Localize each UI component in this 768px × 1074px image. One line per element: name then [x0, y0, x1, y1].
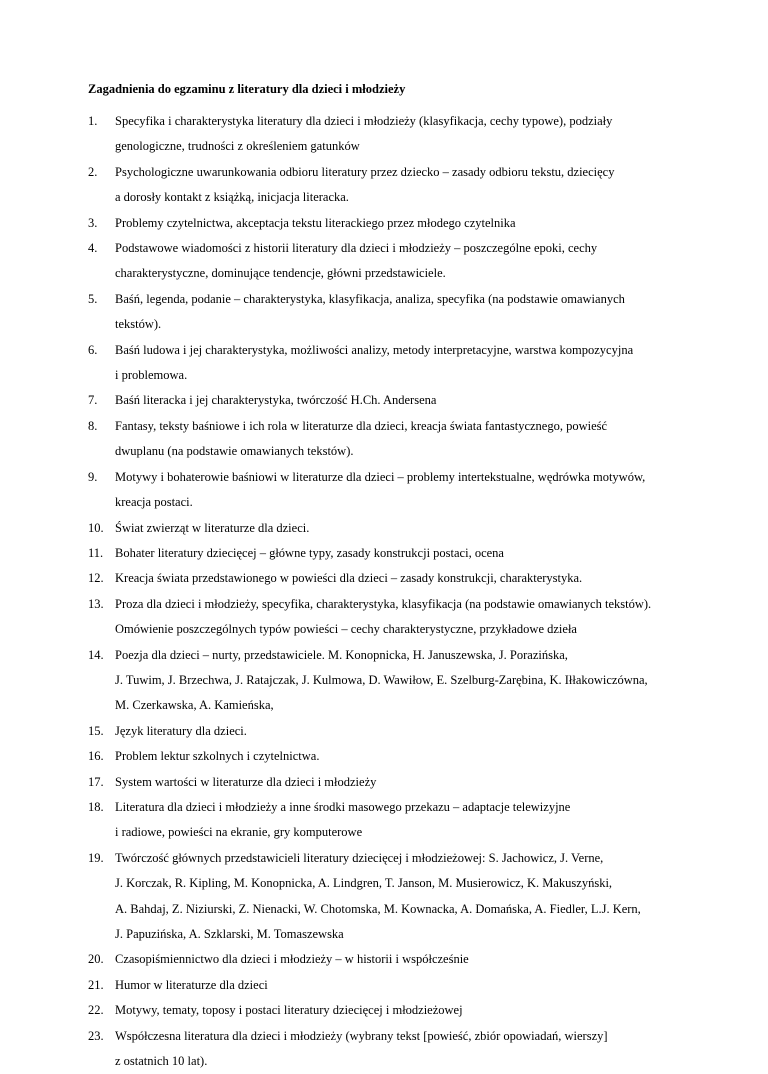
- list-item-text-line: Humor w literaturze dla dzieci: [115, 977, 268, 992]
- list-item: [88, 414, 708, 465]
- list-item-text-line: Problemy czytelnictwa, akceptacja tekstu literackiego przez młodego czytelnika: [115, 215, 516, 230]
- list-item-text-line: a dorosły kontakt z książką, inicjacja literacka.: [115, 190, 349, 205]
- list-item-text-line: tekstów).: [115, 317, 162, 332]
- list-item: [88, 160, 708, 211]
- list-item: [88, 719, 708, 744]
- list-item-text-line: Literatura dla dzieci i młodzieży a inne środki masowego przekazu – adaptacje telewizyjne: [115, 799, 571, 814]
- list-item-text-line: Twórczość głównych przedstawicieli literatury dziecięcej i młodzieżowej: S. Jachowicz, J. Verne,: [115, 850, 604, 865]
- list-item-number: 13.: [88, 596, 104, 611]
- list-item-text-line: J. Papuzińska, A. Szklarski, M. Tomaszewska: [115, 927, 344, 941]
- list-item-text-line: Świat zwierząt w literaturze dla dzieci.: [115, 520, 310, 535]
- list-item-number: 20.: [88, 952, 104, 967]
- list-item-text-line: J. Tuwim, J. Brzechwa, J. Ratajczak, J. Kulmowa, D. Wawiłow, E. Szelburg-Zarębina, K. Iłłakowiczówna,: [115, 672, 648, 687]
- list-item-text-line: Proza dla dzieci i młodzieży, specyfika, charakterystyka, klasyfikacja (na podstawie omawianych tekstów).: [115, 596, 652, 611]
- list-item-number: 23.: [88, 1028, 104, 1043]
- list-item: [88, 338, 708, 389]
- list-item-number: 8.: [88, 418, 98, 433]
- list-item-text-line: z ostatnich 10 lat).: [115, 1054, 208, 1069]
- list-item-text-line: Język literatury dla dzieci.: [115, 723, 247, 738]
- list-item-text-line: charakterystyczne, dominujące tendencje, główni przedstawiciele.: [115, 266, 446, 281]
- list-item-text-line: Psychologiczne uwarunkowania odbioru literatury przez dziecko – zasady odbioru tekstu, dziecięcy: [115, 164, 615, 179]
- list-item: [88, 795, 708, 846]
- list-item: [88, 592, 708, 643]
- list-item-text-line: Fantasy, teksty baśniowe i ich rola w literaturze dla dzieci, kreacja świata fantastycznego, powieść: [115, 418, 608, 433]
- list-item-text-line: Baśń literacka i jej charakterystyka, twórczość H.Ch. Andersena: [115, 393, 437, 408]
- list-item: [88, 211, 708, 236]
- list-item: [88, 744, 708, 769]
- list-item: [88, 643, 708, 719]
- list-item-text-line: Baśń ludowa i jej charakterystyka, możliwości analizy, metody interpretacyjne, warstwa kompozycyjna: [115, 342, 634, 357]
- topic-list: [88, 109, 708, 1074]
- list-item: [88, 516, 708, 541]
- list-item-number: 5.: [88, 291, 98, 306]
- list-item-number: 6.: [88, 342, 98, 357]
- list-item-number: 12.: [88, 571, 104, 586]
- list-item-text-line: Motywy, tematy, toposy i postaci literatury dziecięcej i młodzieżowej: [115, 1003, 463, 1018]
- list-item-text-line: Współczesna literatura dla dzieci i młodzieży (wybrany tekst [powieść, zbiór opowiadań, wierszy]: [115, 1028, 608, 1043]
- list-item-number: 14.: [88, 647, 104, 662]
- list-item-number: 22.: [88, 1003, 104, 1018]
- list-item-text-line: Bohater literatury dziecięcej – główne typy, zasady konstrukcji postaci, ocena: [115, 545, 504, 560]
- list-item: [88, 541, 708, 566]
- list-item-number: 3.: [88, 215, 98, 230]
- list-item: [88, 287, 708, 338]
- list-item-text-line: Omówienie poszczególnych typów powieści – cechy charakterystyczne, przykładowe dzieła: [115, 622, 577, 637]
- list-item-number: 11.: [88, 545, 104, 560]
- list-item-text-line: kreacja postaci.: [115, 495, 193, 510]
- list-item: [88, 947, 708, 972]
- list-item-text-line: Podstawowe wiadomości z historii literatury dla dzieci i młodzieży – poszczególne epoki, cechy: [115, 241, 598, 256]
- list-item-text-line: i radiowe, powieści na ekranie, gry komputerowe: [115, 825, 363, 840]
- list-item: [88, 388, 708, 413]
- list-item-text-line: Kreacja świata przedstawionego w powieści dla dzieci – zasady konstrukcji, charakterystyka.: [115, 571, 583, 586]
- list-item-text-line: dwuplanu (na podstawie omawianych tekstów).: [115, 444, 354, 459]
- list-item-number: 21.: [88, 977, 104, 992]
- list-item-text-line: A. Bahdaj, Z. Niziurski, Z. Nienacki, W. Chotomska, M. Kownacka, A. Domańska, A. Fiedler, L.J. Kern,: [115, 901, 641, 916]
- list-item: [88, 973, 708, 998]
- list-item-text-line: M. Czerkawska, A. Kamieńska,: [115, 698, 274, 713]
- list-item-number: 10.: [88, 520, 104, 535]
- list-item-number: 18.: [88, 799, 104, 814]
- list-item: [88, 770, 708, 795]
- list-item: [88, 566, 708, 591]
- list-item-text-line: genologiczne, trudności z określeniem gatunków: [115, 139, 360, 154]
- list-item: [88, 236, 708, 287]
- document-title: Zagadnienia do egzaminu z literatury dla dzieci i młodzieży: [88, 82, 406, 96]
- list-item: [88, 1024, 708, 1074]
- list-item: [88, 998, 708, 1023]
- list-item-number: 2.: [88, 164, 98, 179]
- list-item-text-line: Motywy i bohaterowie baśniowi w literaturze dla dzieci – problemy intertekstualne, wędrówka motywów,: [115, 469, 646, 484]
- list-item-number: 1.: [88, 114, 98, 128]
- list-item-text-line: Specyfika i charakterystyka literatury dla dzieci i młodzieży (klasyfikacja, cechy typowe), podziały: [115, 114, 613, 128]
- list-item-number: 15.: [88, 723, 104, 738]
- list-item-number: 19.: [88, 850, 104, 865]
- list-item-number: 17.: [88, 774, 104, 789]
- list-item: [88, 465, 708, 516]
- list-item-text-line: Problem lektur szkolnych i czytelnictwa.: [115, 749, 320, 764]
- list-item-number: 4.: [88, 241, 98, 256]
- list-item-text-line: J. Korczak, R. Kipling, M. Konopnicka, A. Lindgren, T. Janson, M. Musierowicz, K. Makuszyński,: [115, 876, 613, 891]
- list-item-number: 7.: [88, 393, 98, 408]
- list-item-number: 16.: [88, 749, 104, 764]
- list-item-text-line: i problemowa.: [115, 368, 188, 383]
- list-item: [88, 846, 708, 948]
- list-item: [88, 109, 708, 160]
- list-item-text-line: Czasopiśmiennictwo dla dzieci i młodzieży – w historii i współcześnie: [115, 952, 469, 967]
- list-item-text-line: System wartości w literaturze dla dzieci i młodzieży: [115, 774, 377, 789]
- list-item-text-line: Poezja dla dzieci – nurty, przedstawiciele. M. Konopnicka, H. Januszewska, J. Porazińska,: [115, 647, 568, 662]
- list-item-text-line: Baśń, legenda, podanie – charakterystyka, klasyfikacja, analiza, specyfika (na podstawie omawianych: [115, 291, 625, 306]
- list-item-number: 9.: [88, 469, 98, 484]
